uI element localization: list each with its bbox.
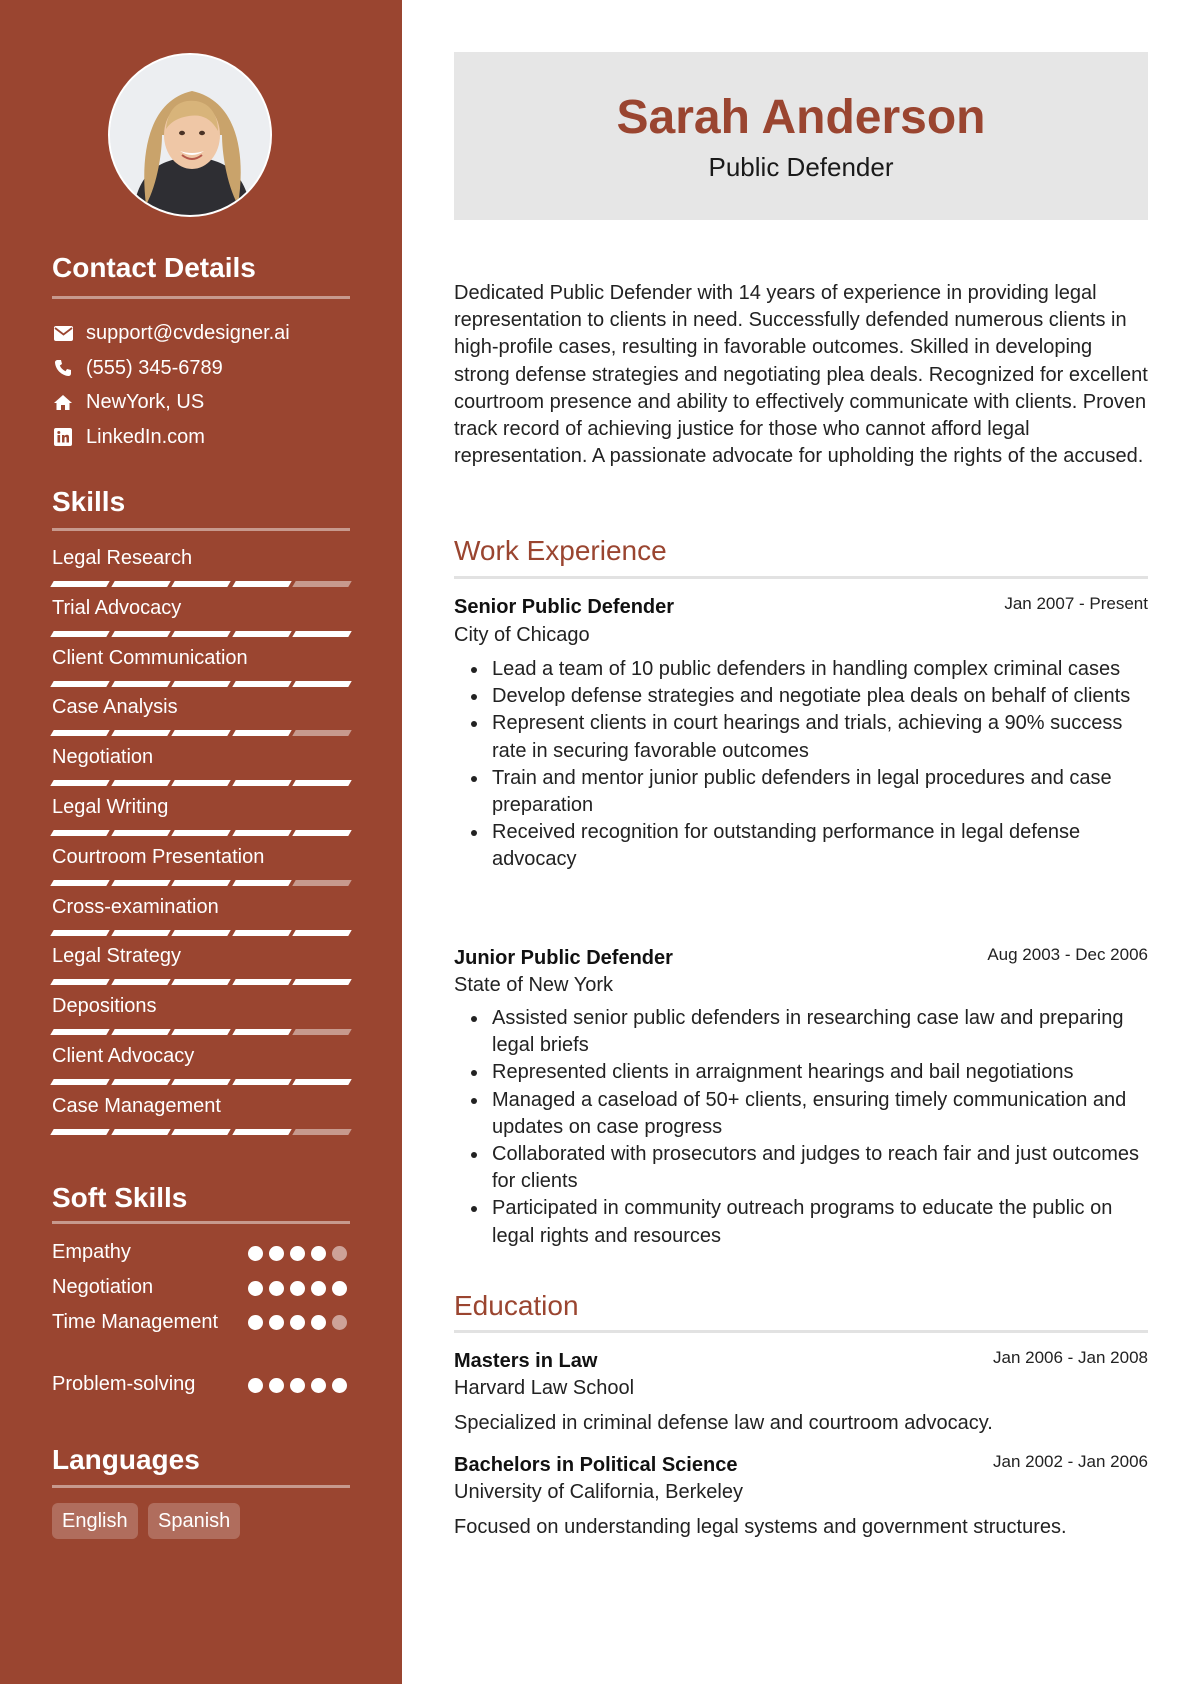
rating-dot	[269, 1246, 284, 1261]
linkedin-icon	[52, 426, 74, 448]
skill-level-segment	[232, 880, 291, 886]
skill-level-segment	[171, 1079, 230, 1085]
skill-level-segment	[111, 830, 170, 836]
skill-level-segment	[232, 730, 291, 736]
skill-level-bar	[52, 730, 350, 738]
rating-dot	[290, 1378, 305, 1393]
soft-skill-name: Empathy	[52, 1241, 131, 1263]
skill-level-segment	[171, 581, 230, 587]
rating-dot	[248, 1378, 263, 1393]
skill-level-segment	[111, 581, 170, 587]
list-item: Develop defense strategies and negotiate plea deals on behalf of clients	[454, 683, 1148, 710]
skill-name: Legal Research	[52, 547, 193, 569]
list-item: Represent clients in court hearings and trials, achieving a 90% success rate in securing favorable outcomes	[454, 710, 1148, 764]
skill-level-bar	[52, 631, 350, 639]
soft-skill-rating	[248, 1315, 347, 1330]
soft-skill-rating	[248, 1281, 347, 1296]
contact-phone[interactable]	[52, 353, 223, 383]
home-icon	[52, 391, 74, 413]
skill-level-bar	[52, 1029, 350, 1037]
skill-name: Depositions	[52, 995, 157, 1018]
skill-level-segment	[50, 681, 109, 687]
list-item: Collaborated with prosecutors and judges to reach fair and just outcomes for clients	[454, 1141, 1148, 1195]
soft-skill-name: Problem-solving	[52, 1373, 196, 1395]
skill-level-segment	[232, 1129, 291, 1135]
skill-level-segment	[293, 979, 352, 985]
skill-level-segment	[293, 681, 352, 687]
skill-name: Case Management	[52, 1094, 221, 1117]
skill-level-bar	[52, 581, 350, 589]
rating-dot	[248, 1281, 263, 1296]
skill-level-bar	[52, 1129, 350, 1137]
skill-level-segment	[293, 1029, 352, 1035]
skill-level-segment	[232, 780, 291, 786]
contact-location-text: NewYork, US	[86, 390, 205, 413]
skill-level-segment	[50, 581, 109, 587]
skill-level-segment	[293, 581, 352, 587]
skill-level-bar	[52, 1079, 350, 1087]
soft-skill-rating	[248, 1246, 347, 1261]
soft-skill-rating	[248, 1378, 347, 1393]
skill-level-segment	[171, 780, 230, 786]
rating-dot	[269, 1378, 284, 1393]
education-dates: Jan 2002 - Jan 2006	[992, 1452, 1148, 1471]
contact-phone-text: (555) 345-6789	[86, 356, 223, 379]
skill-level-segment	[50, 979, 109, 985]
section-divider	[52, 1485, 350, 1488]
list-item: Lead a team of 10 public defenders in handling complex criminal cases	[454, 656, 1148, 683]
job-dates: Jan 2007 - Present	[1004, 594, 1148, 613]
skill-level-segment	[293, 631, 352, 637]
skill-level-segment	[293, 730, 352, 736]
contact-location	[52, 387, 204, 417]
skill-level-segment	[293, 1079, 352, 1085]
sidebar	[0, 0, 402, 1684]
skill-level-segment	[232, 830, 291, 836]
skill-level-segment	[232, 930, 291, 936]
skill-level-segment	[232, 631, 291, 637]
section-divider	[454, 1330, 1148, 1333]
skill-level-segment	[50, 730, 109, 736]
skill-level-segment	[171, 1129, 230, 1135]
skill-level-segment	[171, 979, 230, 985]
soft-skills-section-title: Soft Skills	[52, 1182, 188, 1213]
skill-level-segment	[232, 979, 291, 985]
job-title: Junior Public Defender	[454, 947, 673, 969]
skills-section-title: Skills	[52, 486, 126, 517]
rating-dot	[248, 1315, 263, 1330]
contact-linkedin-text: LinkedIn.com	[86, 425, 205, 448]
degree-title: Bachelors in Political Science	[454, 1454, 738, 1476]
list-item: Participated in community outreach programs to educate the public on legal rights and resources	[454, 1195, 1148, 1249]
skill-name: Legal Strategy	[52, 945, 181, 968]
work-experience-title: Work Experience	[454, 535, 667, 566]
skill-level-segment	[50, 1079, 109, 1085]
list-item: Train and mentor junior public defenders in legal procedures and case preparation	[454, 765, 1148, 819]
skill-level-segment	[50, 830, 109, 836]
list-item: Received recognition for outstanding performance in legal defense advocacy	[454, 819, 1148, 873]
skill-level-segment	[232, 1079, 291, 1085]
candidate-name: Sarah Anderson	[616, 91, 986, 144]
phone-icon	[52, 357, 74, 379]
language-chip: Spanish	[148, 1503, 240, 1539]
skill-level-segment	[111, 1079, 170, 1085]
candidate-role: Public Defender	[708, 152, 894, 182]
education-description: Focused on understanding legal systems and government structures.	[454, 1516, 1067, 1538]
rating-dot	[332, 1315, 347, 1330]
rating-dot	[311, 1281, 326, 1296]
skill-name: Cross-examination	[52, 895, 219, 918]
section-divider	[52, 1221, 350, 1224]
job-dates: Aug 2003 - Dec 2006	[987, 945, 1148, 964]
skill-level-bar	[52, 681, 350, 689]
rating-dot	[332, 1246, 347, 1261]
skill-level-segment	[293, 880, 352, 886]
profile-summary: Dedicated Public Defender with 14 years of experience in providing legal representation to clients in need. Successfully defended numerous clients in high-profile cases, resulting in favorable outcomes. Skilled in developing strong defense strategies and negotiating plea deals. Recognized for excellent courtroom presence and ability to effectively communicate with clients. Proven track record of achieving justice for those who cannot afford legal representation. A passionate advocate for upholding the rights of the accused.	[454, 282, 1148, 468]
skill-level-segment	[50, 1029, 109, 1035]
skill-level-segment	[111, 979, 170, 985]
skill-level-segment	[232, 581, 291, 587]
envelope-icon	[52, 322, 74, 344]
contact-section-title: Contact Details	[52, 252, 256, 283]
section-divider	[454, 576, 1148, 579]
job-bullets	[454, 1005, 1148, 1250]
school-name: University of California, Berkeley	[454, 1481, 743, 1503]
rating-dot	[332, 1281, 347, 1296]
degree-title: Masters in Law	[454, 1350, 598, 1372]
skill-level-segment	[111, 681, 170, 687]
skill-level-segment	[293, 830, 352, 836]
skill-level-segment	[50, 1129, 109, 1135]
skill-level-segment	[171, 880, 230, 886]
rating-dot	[248, 1246, 263, 1261]
skill-name: Trial Advocacy	[52, 596, 182, 619]
rating-dot	[311, 1246, 326, 1261]
language-chip: English	[52, 1503, 138, 1539]
skill-level-segment	[111, 930, 170, 936]
skill-level-segment	[232, 1029, 291, 1035]
avatar	[108, 53, 272, 217]
education-dates: Jan 2006 - Jan 2008	[992, 1348, 1148, 1367]
skill-level-segment	[111, 631, 170, 637]
contact-email-text: support@cvdesigner.ai	[86, 321, 290, 344]
skill-level-segment	[111, 730, 170, 736]
skill-level-segment	[50, 780, 109, 786]
skill-level-segment	[50, 930, 109, 936]
list-item: Assisted senior public defenders in researching case law and preparing legal briefs	[454, 1005, 1148, 1059]
header	[454, 52, 1148, 220]
skill-level-segment	[111, 880, 170, 886]
rating-dot	[290, 1281, 305, 1296]
skill-level-segment	[171, 730, 230, 736]
skill-level-segment	[50, 631, 109, 637]
skill-level-segment	[171, 631, 230, 637]
skill-name: Courtroom Presentation	[52, 845, 265, 868]
skill-level-segment	[171, 930, 230, 936]
soft-skill-name: Negotiation	[52, 1276, 154, 1298]
section-divider	[52, 528, 350, 531]
job-organization: City of Chicago	[454, 624, 590, 646]
languages-section-title: Languages	[52, 1444, 200, 1475]
rating-dot	[290, 1246, 305, 1261]
contact-email[interactable]	[52, 318, 290, 348]
soft-skill-name: Time Management	[52, 1311, 218, 1333]
education-title: Education	[454, 1290, 579, 1321]
school-name: Harvard Law School	[454, 1377, 635, 1399]
rating-dot	[290, 1315, 305, 1330]
skill-level-segment	[293, 930, 352, 936]
list-item: Represented clients in arraignment hearings and bail negotiations	[454, 1059, 1148, 1086]
skill-level-bar	[52, 830, 350, 838]
skill-level-segment	[111, 1129, 170, 1135]
skill-level-bar	[52, 780, 350, 788]
skill-name: Client Communication	[52, 646, 248, 669]
job-organization: State of New York	[454, 974, 613, 996]
list-item: Managed a caseload of 50+ clients, ensuring timely communication and updates on case progress	[454, 1087, 1148, 1141]
skill-name: Case Analysis	[52, 696, 178, 719]
skill-level-segment	[171, 681, 230, 687]
education-description: Specialized in criminal defense law and courtroom advocacy.	[454, 1412, 993, 1434]
skill-level-bar	[52, 930, 350, 938]
skill-level-bar	[52, 979, 350, 987]
skill-level-segment	[232, 681, 291, 687]
skill-name: Legal Writing	[52, 796, 169, 818]
skill-level-bar	[52, 880, 350, 888]
rating-dot	[311, 1315, 326, 1330]
skill-level-segment	[171, 830, 230, 836]
skill-level-segment	[50, 880, 109, 886]
section-divider	[52, 296, 350, 299]
skill-name: Client Advocacy	[52, 1045, 195, 1067]
skill-level-segment	[171, 1029, 230, 1035]
rating-dot	[269, 1281, 284, 1296]
rating-dot	[311, 1378, 326, 1393]
contact-linkedin[interactable]	[52, 422, 205, 452]
skill-level-segment	[293, 780, 352, 786]
job-title: Senior Public Defender	[454, 596, 675, 618]
skill-level-segment	[111, 1029, 170, 1035]
job-bullets	[454, 656, 1148, 874]
skill-level-segment	[293, 1129, 352, 1135]
skill-level-segment	[111, 780, 170, 786]
rating-dot	[269, 1315, 284, 1330]
rating-dot	[332, 1378, 347, 1393]
skill-name: Negotiation	[52, 746, 154, 769]
